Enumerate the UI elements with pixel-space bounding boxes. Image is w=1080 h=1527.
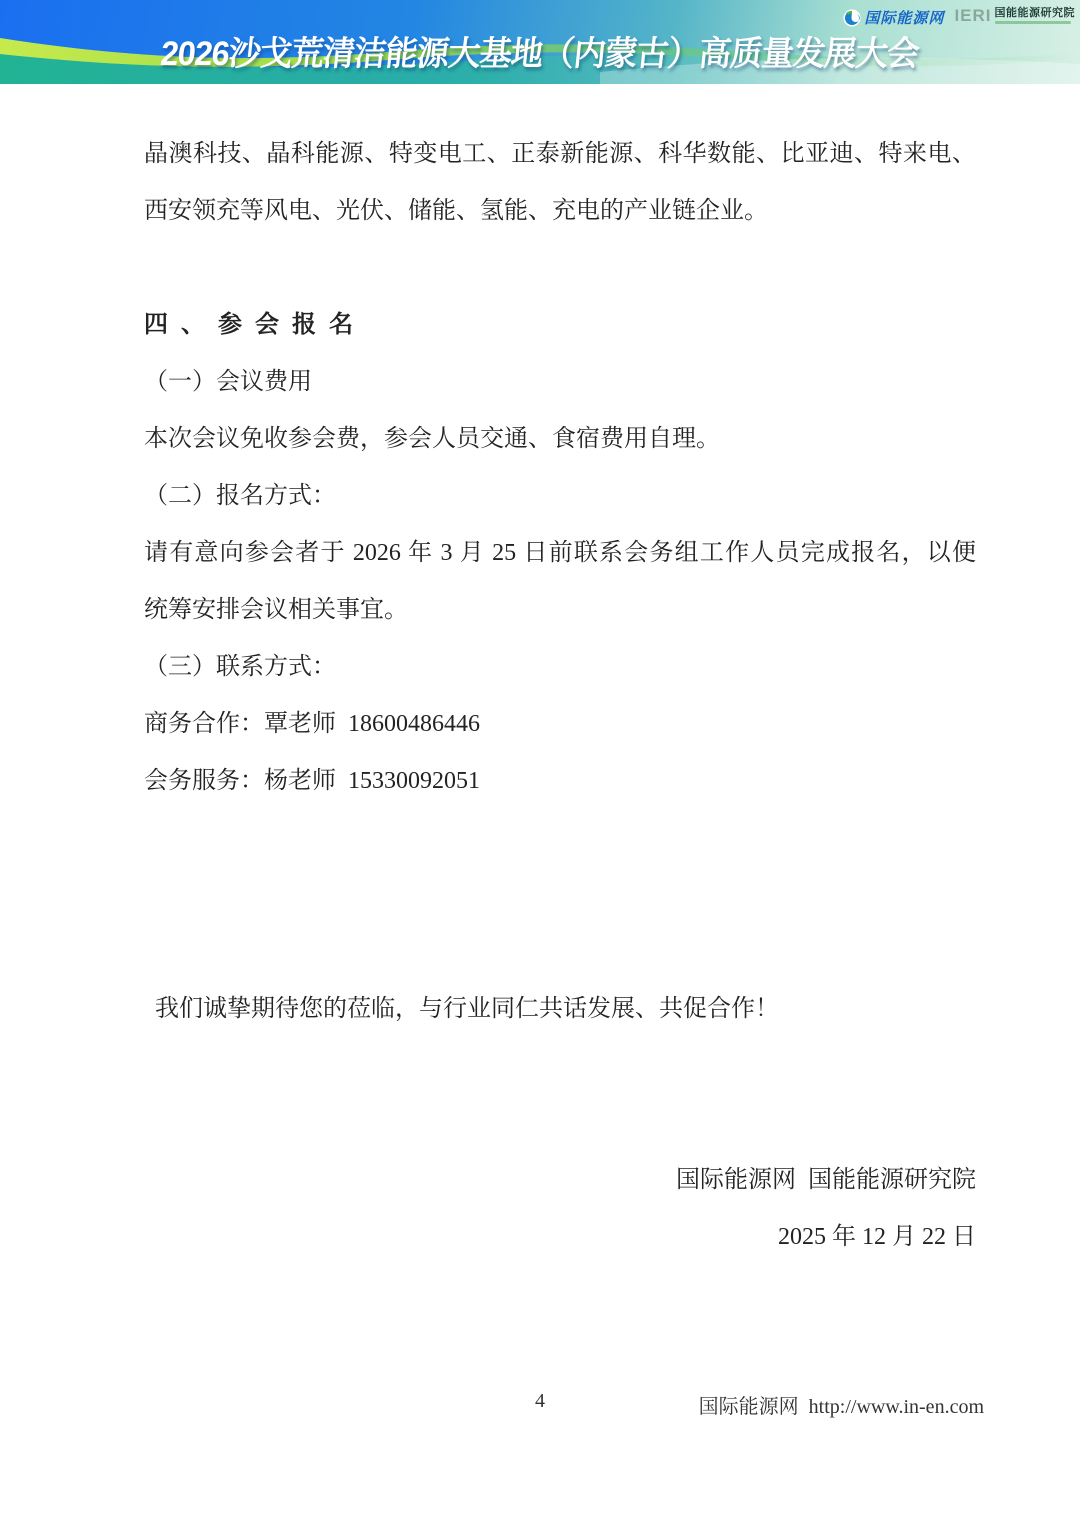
contact-business-cooperation: 商务合作：覃老师 18600486446 xyxy=(144,711,480,737)
page-number: 4 xyxy=(535,1390,545,1412)
paragraph-companies-line2: 西安领充等风电、光伏、储能、氢能、充电的产业链企业。 xyxy=(144,198,768,224)
paragraph-fee-text: 本次会议免收参会费，参会人员交通、食宿费用自理。 xyxy=(144,426,720,452)
signature-organizations: 国际能源网 国能能源研究院 xyxy=(676,1167,976,1193)
ieri-abbr-text: IERI xyxy=(954,6,992,25)
inen-globe-icon xyxy=(843,9,861,27)
paragraph-registration-line1: 请有意向参会者于 2026 年 3 月 25 日前联系会务组工作人员完成报名，以便 xyxy=(144,540,976,566)
conference-banner xyxy=(0,0,1080,84)
ieri-subtitle-bar xyxy=(995,21,1071,24)
ieri-logo xyxy=(954,7,1075,25)
subheading-contact-info: （三）联系方式： xyxy=(144,654,336,680)
footer-site-link: 国际能源网 http://www.in-en.com xyxy=(698,1396,984,1418)
page-footer xyxy=(0,1390,1080,1424)
closing-invitation-line: 我们诚挚期待您的莅临，与行业同仁共话发展、共促合作！ xyxy=(155,996,779,1022)
signature-date: 2025 年 12 月 22 日 xyxy=(778,1224,976,1250)
subheading-registration-method: （二）报名方式： xyxy=(144,483,336,509)
inen-logo xyxy=(843,7,944,28)
ieri-name-text: 国能能源研究院 xyxy=(994,7,1075,19)
contact-conference-service: 会务服务：杨老师 15330092051 xyxy=(144,768,480,794)
banner-logos xyxy=(843,7,1075,28)
section-heading-registration: 四、参会报名 xyxy=(144,312,366,338)
conference-title: 2026沙戈荒清洁能源大基地（内蒙古）高质量发展大会 xyxy=(158,35,921,73)
paragraph-companies-line1: 晶澳科技、晶科能源、特变电工、正泰新能源、科华数能、比亚迪、特来电、 xyxy=(144,141,976,167)
paragraph-registration-line2: 统筹安排会议相关事宜。 xyxy=(144,597,408,623)
inen-logo-text: 国际能源网 xyxy=(864,10,945,27)
document-body xyxy=(144,126,976,1266)
subheading-conference-fee: （一）会议费用 xyxy=(144,369,312,395)
